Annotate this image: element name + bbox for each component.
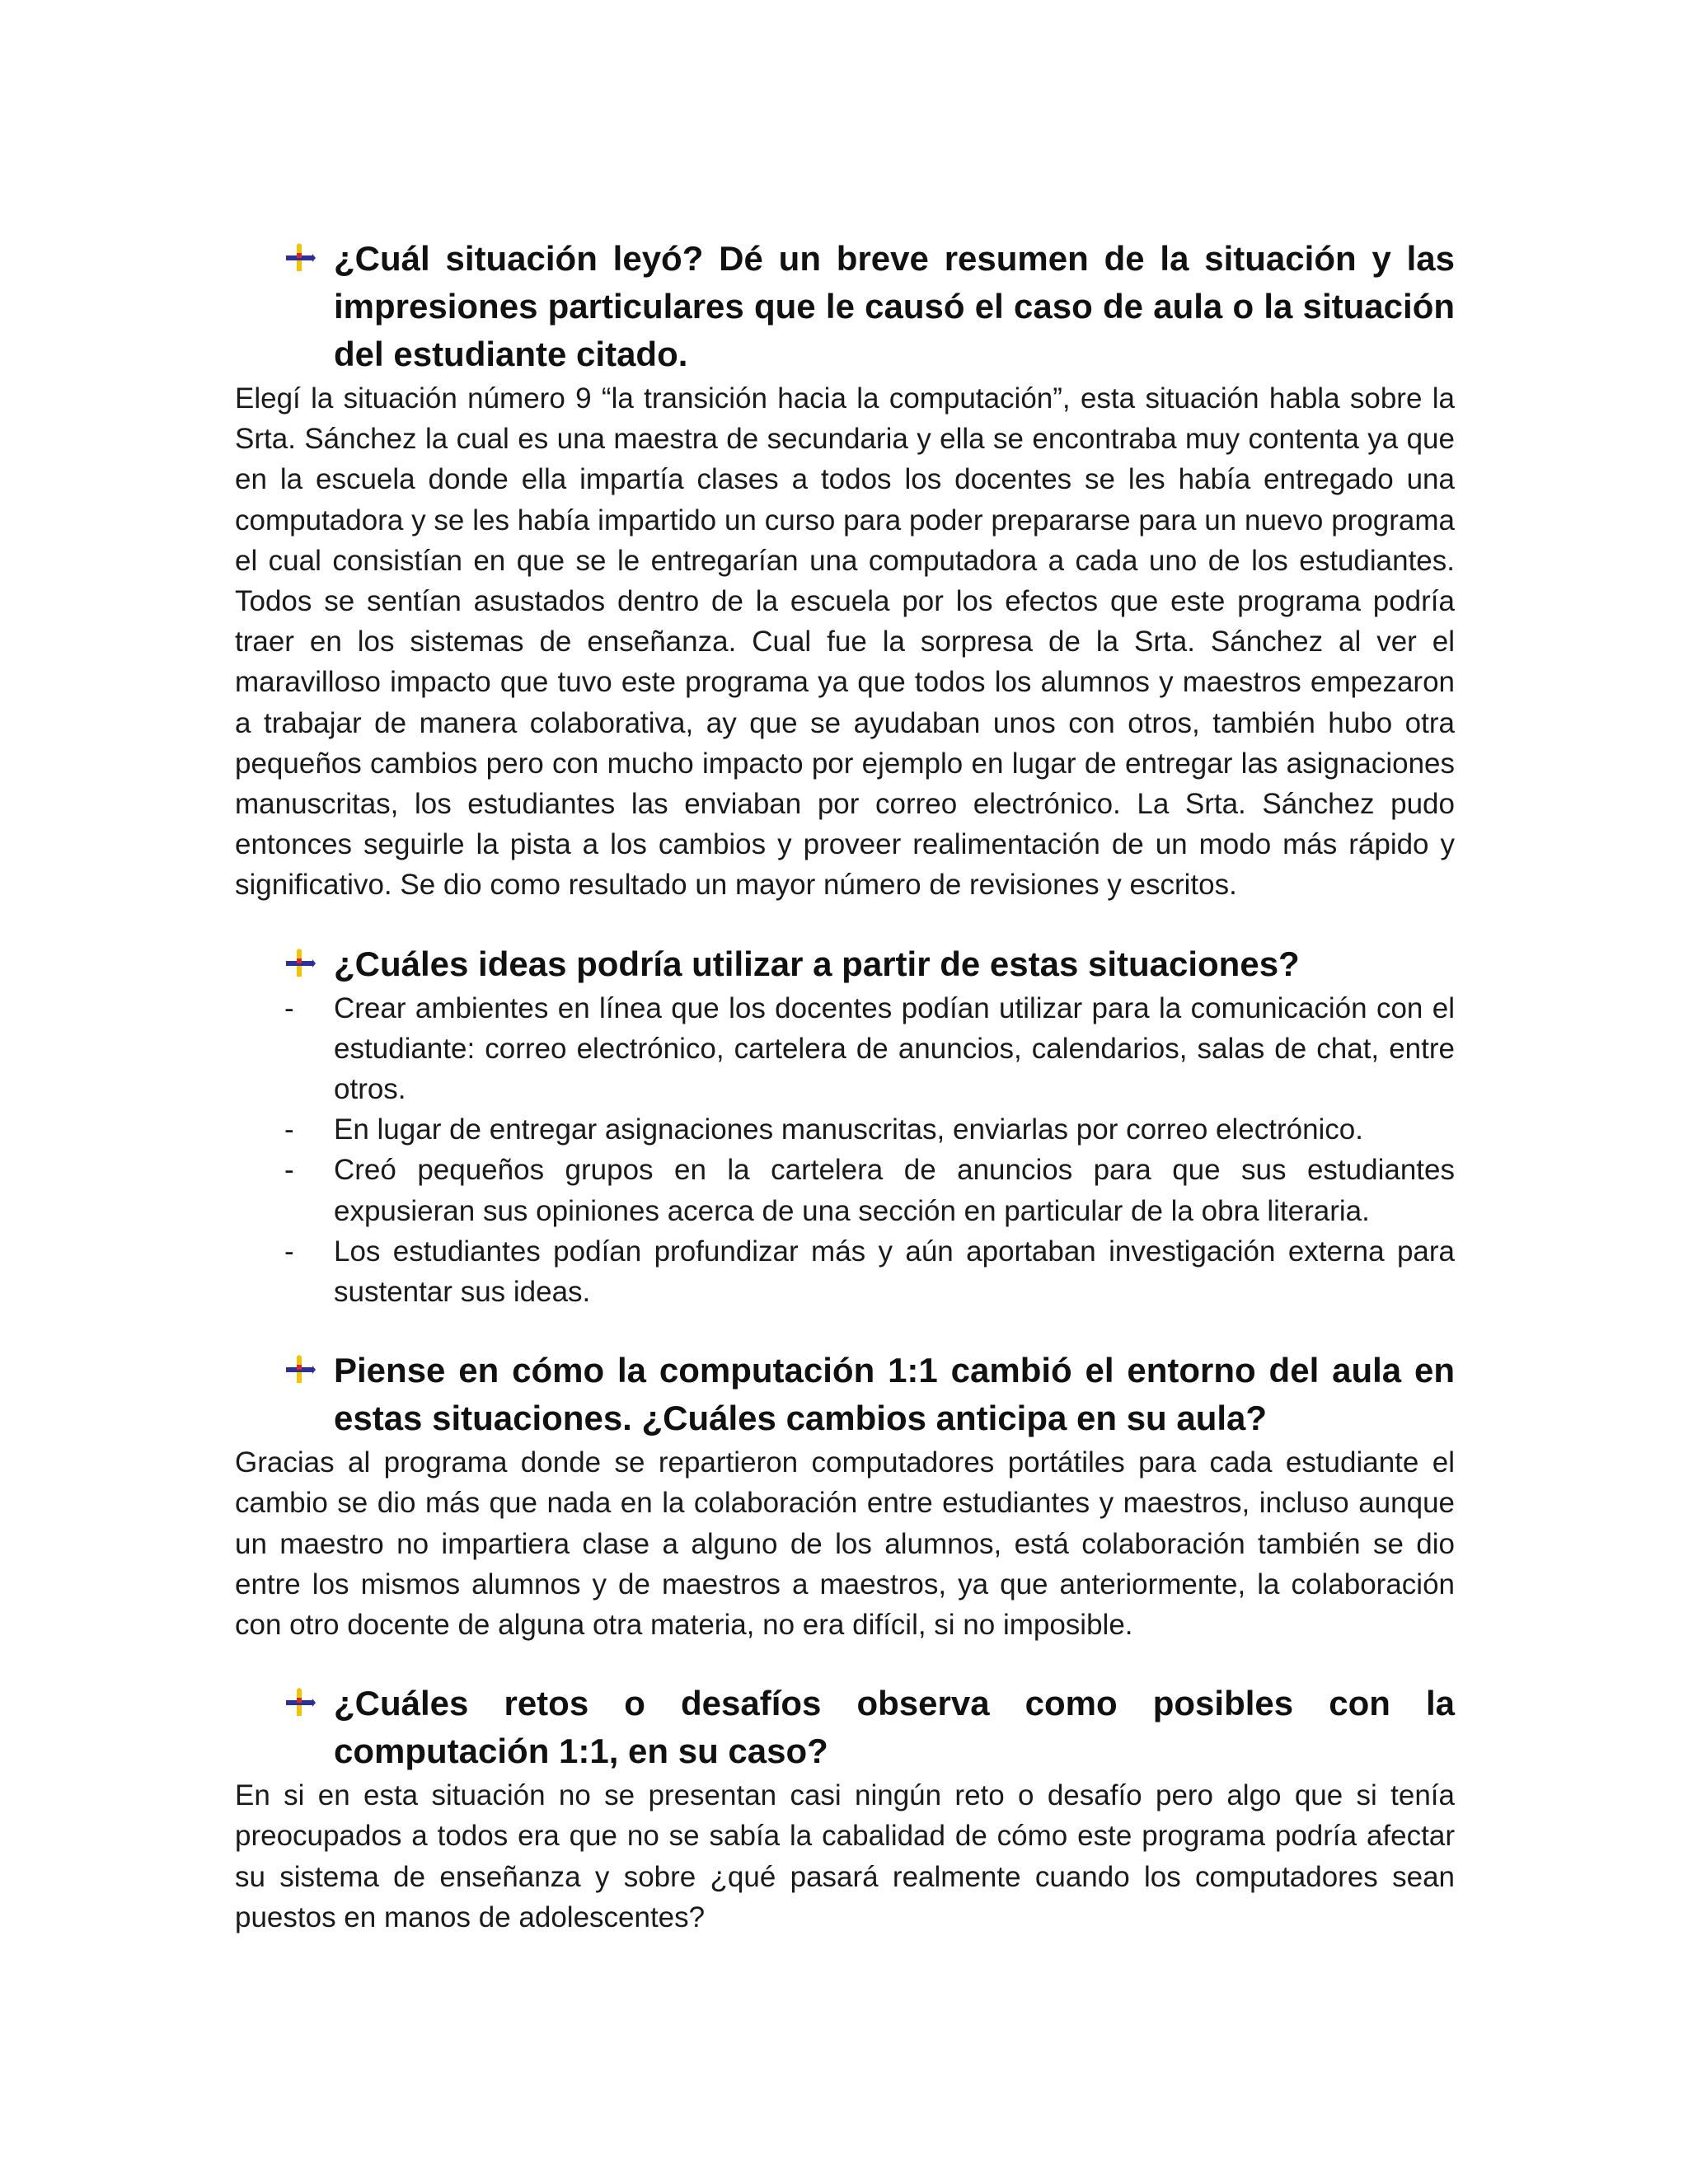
list-item [235,988,1455,1110]
dash-marker: - [284,1235,294,1268]
question-heading [334,940,1455,988]
list-item-text: Creó pequeños grupos en la cartelera de anuncios para que sus estudiantes expusieran sus opiniones acerca de una sección en particular de la obra literaria. [334,1154,1455,1227]
ideas-list [235,988,1455,1313]
arrow-cross-bullet-icon [283,1688,316,1718]
answer-paragraph: En si en esta situación no se presentan casi ningún reto o desafío pero algo que si tenía preocupados a todos era que no se sabía la cabalidad de cómo este programa podría afectar su sistema de enseñanza y sobre ¿qué pasará realmente cuando los computadores sean puestos en manos de adolescentes? [235,1779,1455,1933]
question-heading [334,1347,1455,1442]
question-heading [334,235,1455,378]
dash-marker: - [284,1154,294,1187]
answer-paragraph: Elegí la situación número 9 “la transición hacia la computación”, esta situación habla sobre la Srta. Sánchez la cual es una maestra de secundaria y ella se encontraba muy contenta ya que en la escuela donde ella impartía clases a todos los docentes se les había entregado una computadora y se les había impartido un curso para poder prepararse para un nuevo programa el cual consistían en que se le entregarían una computadora a cada uno de los estudiantes. Todos se sentían asustados dentro de la escuela por los efectos que este programa podría traer en los sistemas de enseñanza. Cual fue la sorpresa de la Srta. Sánchez al ver el maravilloso impacto que tuvo este programa ya que todos los alumnos y maestros empezaron a trabajar de manera colaborativa, ay que se ayudaban unos con otros, también hubo otra pequeños cambios pero con mucho impacto por ejemplo en lugar de entregar las asignaciones manuscritas, los estudiantes las enviaban por correo electrónico. La Srta. Sánchez pudo entonces seguirle la pista a los cambios y proveer realimentación de un modo más rápido y significativo. Se dio como resultado un mayor número de revisiones y escritos. [235,382,1455,902]
list-item-text: Crear ambientes en línea que los docentes podían utilizar para la comunicación con el estudiante: correo electrónico, cartelera de anuncios, calendarios, salas de chat, entre otros. [334,991,1455,1106]
question-text: ¿Cuál situación leyó? Dé un breve resumen de la situación y las impresiones particulares que le causó el caso de aula o la situación del estudiante citado. [334,239,1455,373]
question-text: Piense en cómo la computación 1:1 cambió el entorno del aula en estas situaciones. ¿Cuáles cambios anticipa en su aula? [334,1351,1455,1438]
arrow-cross-bullet-icon [283,243,316,273]
question-text: ¿Cuáles retos o desafíos observa como posibles con la computación 1:1, en su caso? [334,1684,1455,1771]
arrow-cross-bullet-icon [283,949,316,978]
list-item [235,1109,1455,1150]
answer-paragraph: Gracias al programa donde se repartieron computadores portátiles para cada estudiante el cambio se dio más que nada en la colaboración entre estudiantes y maestros, incluso aunque un maestro no impartiera clase a alguno de los alumnos, está colaboración también se dio entre los mismos alumnos y de maestros a maestros, ya que anteriormente, la colaboración con otro docente de alguna otra materia, no era difícil, si no imposible. [235,1446,1455,1642]
list-item-text: En lugar de entregar asignaciones manuscritas, enviarlas por correo electrónico. [334,1113,1363,1146]
list-item [235,1150,1455,1230]
dash-marker: - [284,991,294,1024]
dash-marker: - [284,1113,294,1146]
document-content [235,235,1455,1938]
question-heading [334,1680,1455,1775]
arrow-cross-bullet-icon [283,1355,316,1385]
list-item [235,1231,1455,1312]
list-item-text: Los estudiantes podían profundizar más y aún aportaban investigación externa para sustentar sus ideas. [334,1235,1455,1309]
question-text: ¿Cuáles ideas podría utilizar a partir de estas situaciones? [334,944,1300,983]
